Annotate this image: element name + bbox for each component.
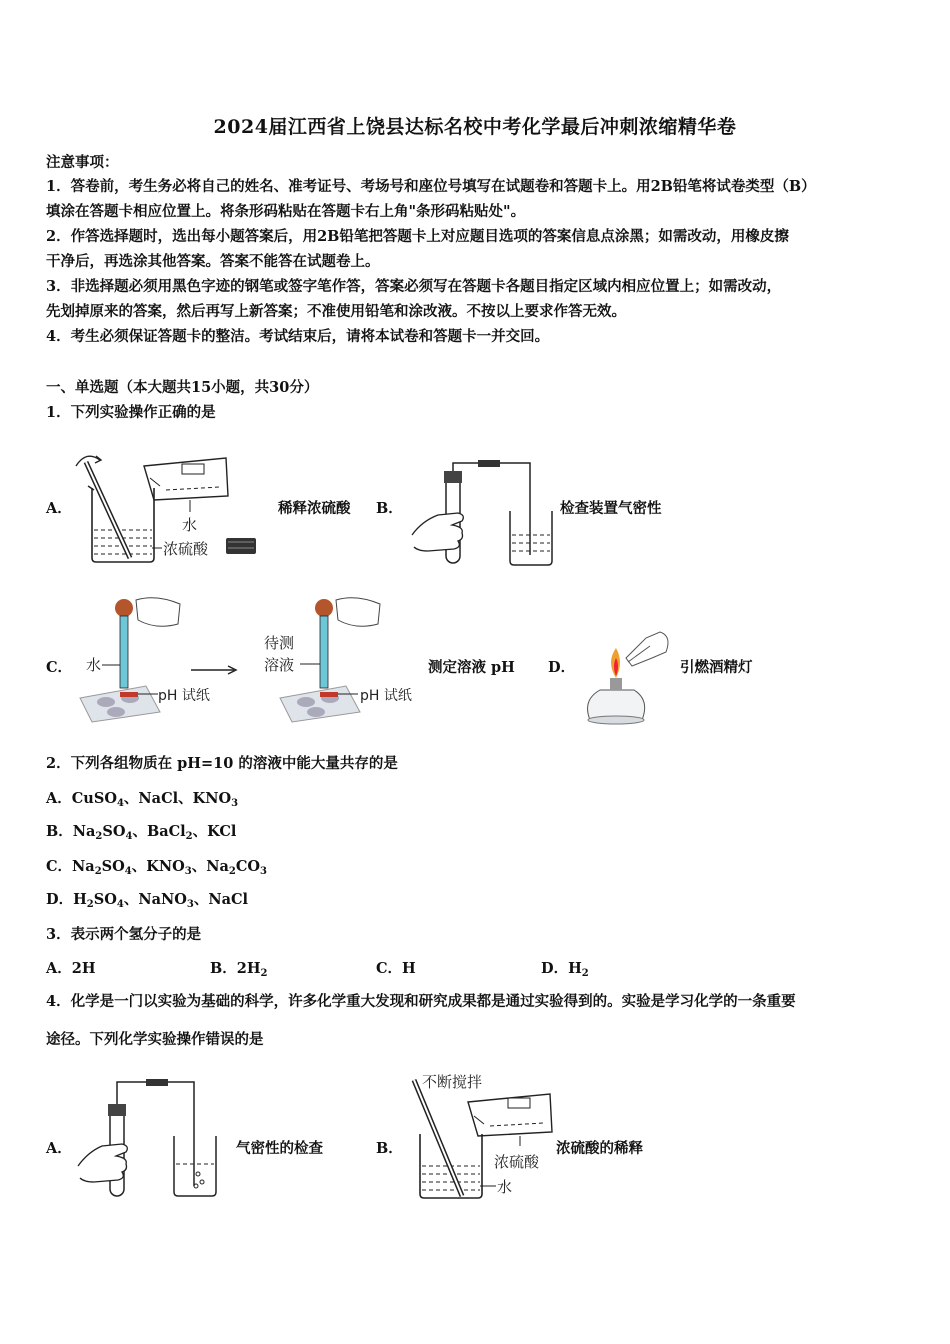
q1-a-figure-dilution xyxy=(70,440,270,570)
notice-heading: 注意事项： xyxy=(46,154,119,171)
q1-c-fig-paper-label: pH 试纸 xyxy=(158,688,210,704)
q1-option-c-text: 测定溶液 pH xyxy=(428,659,515,676)
notice-line-3: 2．作答选择题时，选出每小题答案后，用2B铅笔把答题卡上对应题目选项的答案信息点涂黑；如需改动，用橡皮擦 xyxy=(46,228,789,245)
q1-option-c-letter: C． xyxy=(46,659,73,676)
q1-c-figure-ph-test xyxy=(76,594,436,724)
q1-a-fig-acid-label: 浓硫酸 xyxy=(163,540,209,558)
notice-line-7: 4．考生必须保证答题卡的整洁。考试结束后，请将本试卷和答题卡一并交回。 xyxy=(46,328,550,345)
notice-line-6: 先划掉原来的答案，然后再写上新答案；不准使用铅笔和涂改液。不按以上要求作答无效。 xyxy=(46,303,626,320)
q4-b-fig-water-label: 水 xyxy=(497,1178,513,1196)
q1-stem: 1．下列实验操作正确的是 xyxy=(46,404,216,421)
q4-stem-line-1: 4．化学是一门以实验为基础的科学，许多化学重大发现和研究成果都是通过实验得到的。实验是学习化学的一条重要 xyxy=(46,993,796,1010)
q4-b-fig-acid-label: 浓硫酸 xyxy=(494,1153,540,1171)
q1-d-figure-alcohol-lamp xyxy=(576,628,676,726)
q2-option-b: B．$Na_2SO_4$、BaCl$_2$、KCl xyxy=(46,823,237,842)
notice-line-5: 3．非选择题必须用黑色字迹的钢笔或签字笔作答，答案必须写在答题卡各题目指定区域内相应位置上；如需改动， xyxy=(46,278,782,295)
q2-option-d: D．$H_2SO_4$、NaNO$_3$、NaCl xyxy=(46,891,249,910)
q2-option-c: C．$Na_2SO_4$、$KNO_3$、$Na_2CO_3$ xyxy=(46,858,267,877)
q1-option-b-letter: B． xyxy=(376,500,403,517)
q1-option-b-text: 检查装置气密性 xyxy=(560,500,662,517)
q2-option-a: A．CuSO$_4$、NaCl、$KNO_3$ xyxy=(46,790,239,809)
q3-option-a: A．2H xyxy=(46,960,96,977)
q4-option-b-letter: B． xyxy=(376,1140,403,1157)
q4-b-figure-dilution-wrong xyxy=(404,1068,554,1204)
q1-c-fig-paper2-label: pH 试纸 xyxy=(360,688,412,704)
q3-option-b: B．$2H_2$ xyxy=(210,960,268,979)
q4-option-a-text: 气密性的检查 xyxy=(236,1140,323,1157)
q1-c-fig-solution-label-2: 溶液 xyxy=(264,656,295,674)
page-title: 2024届江西省上饶县达标名校中考化学最后冲刺浓缩精华卷 xyxy=(213,116,737,138)
q4-a-figure-airtightness xyxy=(76,1074,226,1204)
q2-stem: 2．下列各组物质在 pH=10 的溶液中能大量共存的是 xyxy=(46,755,398,772)
q4-b-fig-stir-label: 不断搅拌 xyxy=(422,1073,483,1091)
section-heading: 一、单选题（本大题共15小题，共30分） xyxy=(46,379,319,396)
q4-stem-line-2: 途径。下列化学实验操作错误的是 xyxy=(46,1031,264,1048)
q3-option-d: D．$H_2$ xyxy=(541,960,589,979)
notice-line-2: 填涂在答题卡相应位置上。将条形码粘贴在答题卡右上角"条形码粘贴处"。 xyxy=(46,203,526,220)
notice-line-4: 干净后，再选涂其他答案。答案不能答在试题卷上。 xyxy=(46,253,380,270)
q1-option-a-text: 稀释浓硫酸 xyxy=(278,500,351,517)
q3-option-c: C．H xyxy=(376,960,416,977)
q1-c-fig-solution-label-1: 待测 xyxy=(264,634,295,652)
q1-option-d-text: 引燃酒精灯 xyxy=(680,659,753,676)
q4-option-a-letter: A． xyxy=(46,1140,72,1157)
q1-c-fig-water-label: 水 xyxy=(86,656,102,674)
q1-b-figure-airtightness xyxy=(408,455,558,573)
q1-option-d-letter: D． xyxy=(548,659,576,676)
q4-option-b-text: 浓硫酸的稀释 xyxy=(556,1140,643,1157)
q3-stem: 3．表示两个氢分子的是 xyxy=(46,926,202,943)
notice-line-1: 1．答卷前，考生务必将自己的姓名、准考证号、考场号和座位号填写在试题卷和答题卡上。用2B铅笔将试卷类型（B） xyxy=(46,178,816,195)
q1-option-a-letter: A． xyxy=(46,500,72,517)
q1-a-fig-water-label: 水 xyxy=(182,516,198,534)
